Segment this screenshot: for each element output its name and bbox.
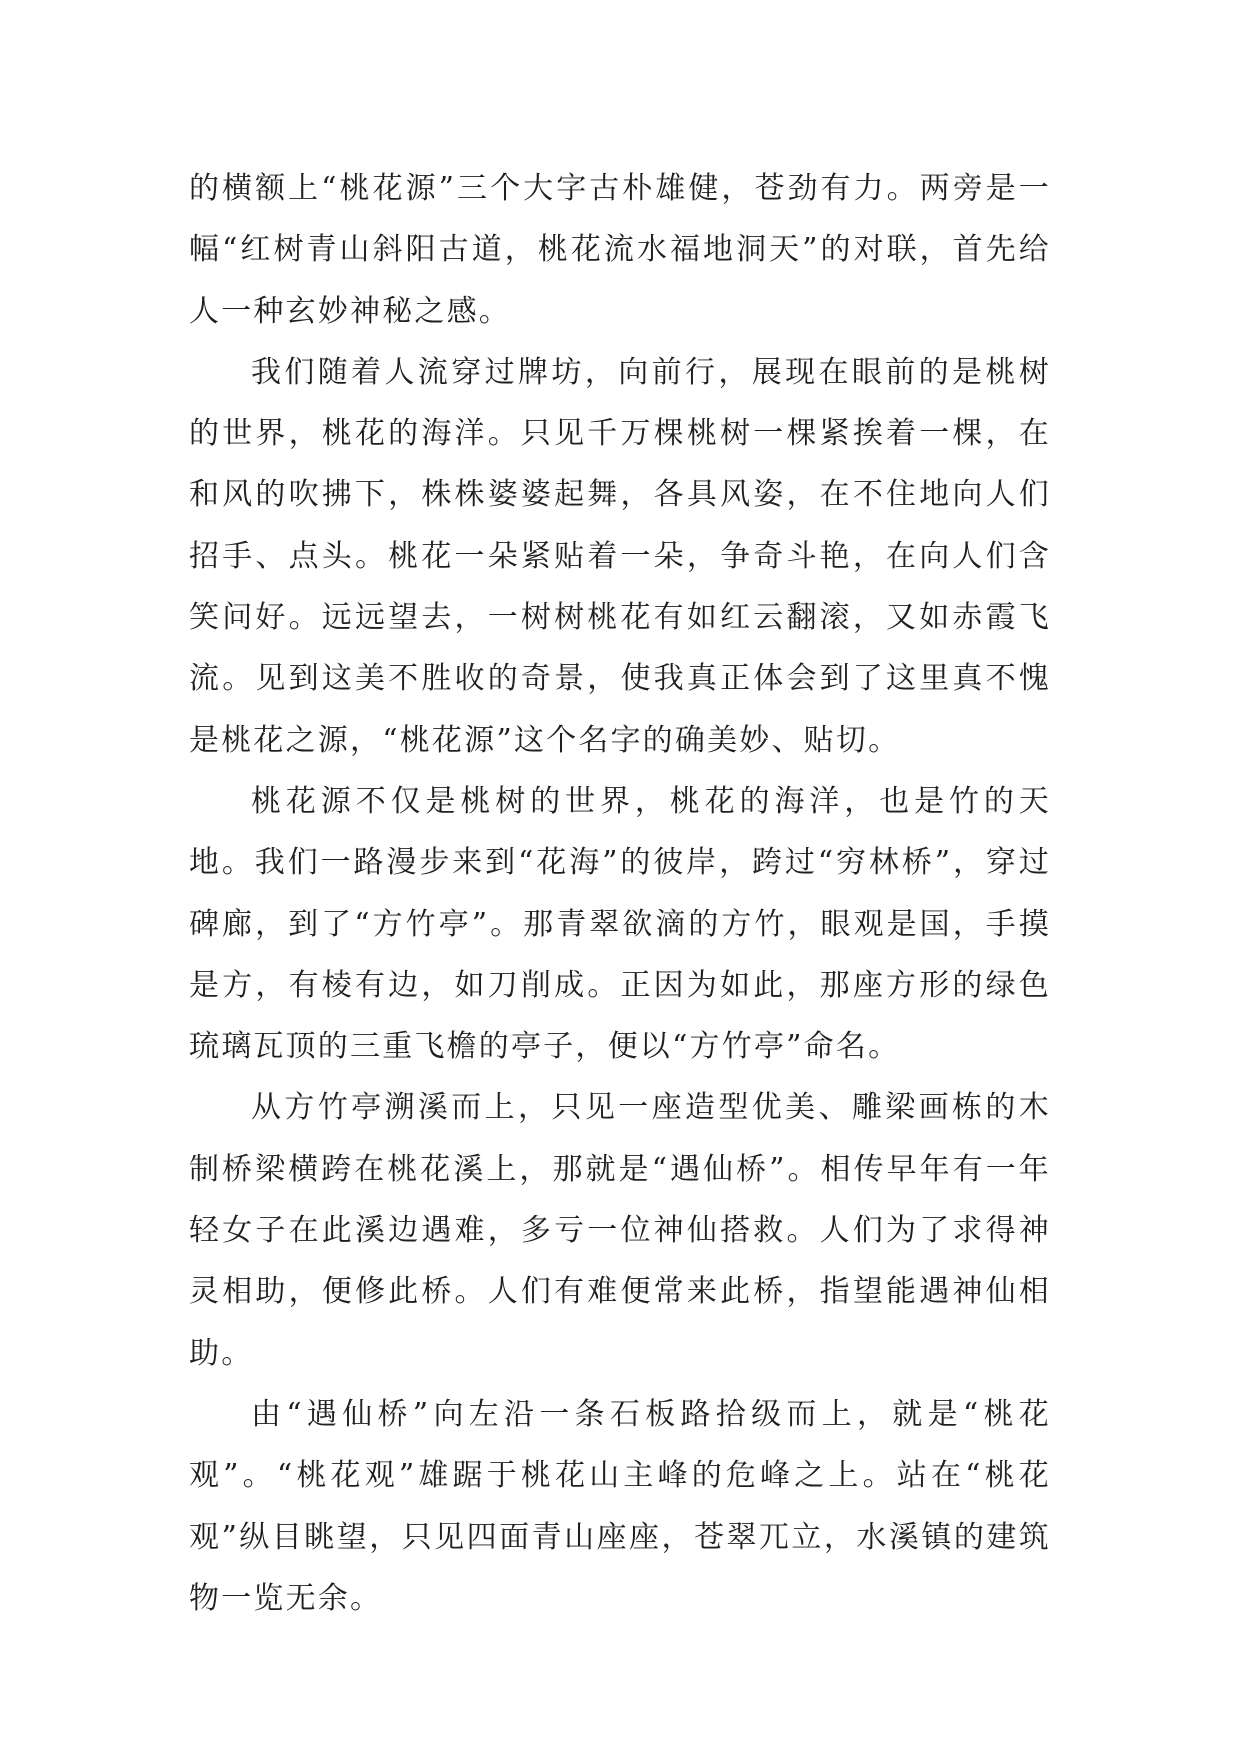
paragraph-5: 由“遇仙桥”向左沿一条石板路拾级而上，就是“桃花观”。“桃花观”雄踞于桃花山主峰的危峰之上。站在“桃花观”纵目眺望，只见四面青山座座，苍翠兀立，水溪镇的建筑物一览无余。 (189, 1396, 1051, 1616)
body-text (189, 158, 1051, 1629)
paragraph-2: 我们随着人流穿过牌坊，向前行，展现在眼前的是桃树的世界，桃花的海洋。只见千万棵桃树一棵紧挨着一棵，在和风的吹拂下，株株婆婆起舞，各具风姿，在不住地向人们招手、点头。桃花一朵紧贴着一朵，争奇斗艳，在向人们含笑问好。远远望去，一树树桃花有如红云翻滚，又如赤霞飞流。见到这美不胜收的奇景，使我真正体会到了这里真不愧是桃花之源，“桃花源”这个名字的确美妙、贴切。 (189, 354, 1051, 758)
paragraph-1: 的横额上“桃花源”三个大字古朴雄健，苍劲有力。两旁是一幅“红树青山斜阳古道，桃花流水福地洞天”的对联，首先给人一种玄妙神秘之感。 (189, 171, 1051, 329)
paragraph-4: 从方竹亭溯溪而上，只见一座造型优美、雕梁画栋的木制桥梁横跨在桃花溪上，那就是“遇仙桥”。相传早年有一年轻女子在此溪边遇难，多亏一位神仙搭救。人们为了求得神灵相助，便修此桥。人们有难便常来此桥，指望能遇神仙相助。 (189, 1090, 1051, 1371)
paragraph-3: 桃花源不仅是桃树的世界，桃花的海洋，也是竹的天地。我们一路漫步来到“花海”的彼岸，跨过“穷林桥”，穿过碑廊，到了“方竹亭”。那青翠欲滴的方竹，眼观是国，手摸是方，有棱有边，如刀削成。正因为如此，那座方形的绿色琉璃瓦顶的三重飞檐的亭子，便以“方竹亭”命名。 (189, 783, 1051, 1065)
